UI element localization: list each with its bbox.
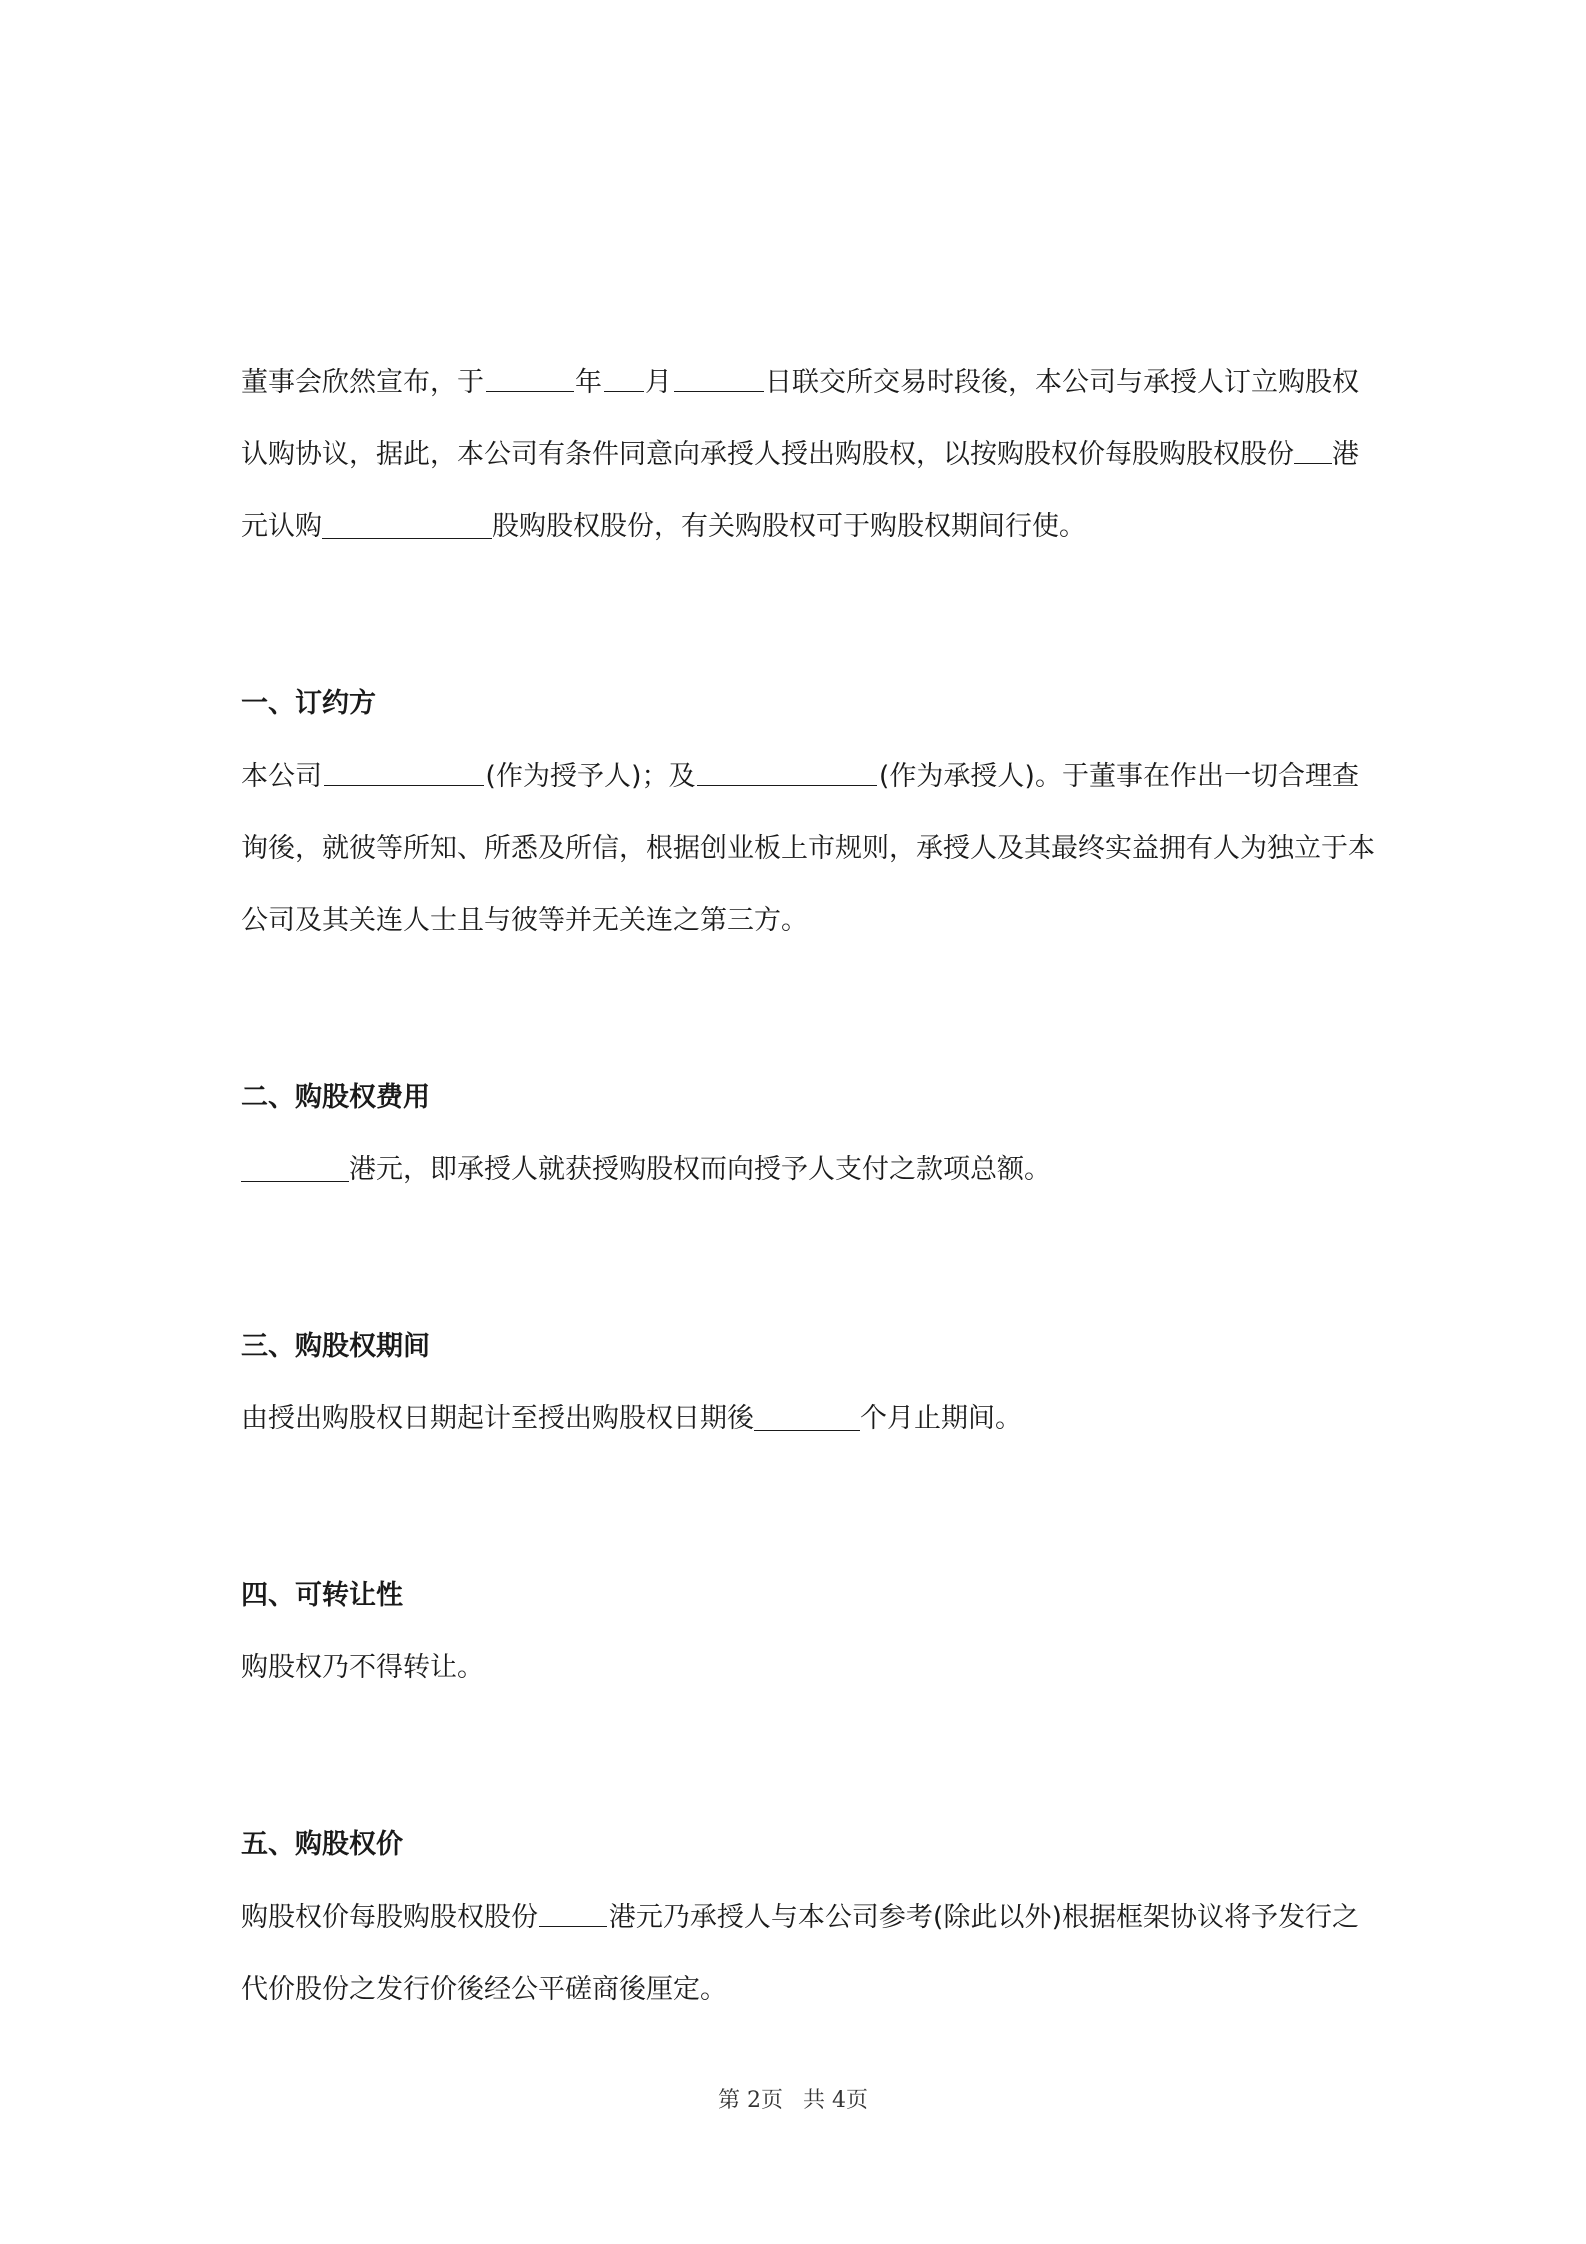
page-footer bbox=[0, 2083, 1586, 2114]
intro-text: 年 bbox=[575, 367, 602, 398]
section2-text: 港元，即承授人就获授购股权而向授予人支付之款项总额。 bbox=[349, 1154, 1051, 1185]
section-heading-option-fee: 二、购股权费用 bbox=[241, 1082, 430, 1113]
section5-text: 港元乃承授人与本公司参考(除此以外)根据框架协议将予发行之 bbox=[608, 1902, 1359, 1933]
section5-line-1 bbox=[241, 1898, 1359, 1938]
section-heading-option-period: 三、购股权期间 bbox=[241, 1331, 430, 1362]
section5-text: 购股权价每股购股权股份 bbox=[241, 1902, 538, 1933]
grantor-blank bbox=[324, 757, 484, 786]
intro-text: 港 bbox=[1332, 439, 1359, 470]
intro-text: 月 bbox=[645, 367, 672, 398]
intro-text: 董事会欣然宣布，于 bbox=[241, 367, 484, 398]
page-number: 第 2页 bbox=[718, 2088, 783, 2113]
intro-text: 股购股权股份，有关购股权可于购股权期间行使。 bbox=[492, 511, 1086, 542]
intro-line-1 bbox=[241, 363, 1359, 403]
year-blank bbox=[486, 363, 574, 392]
section-heading-option-price: 五、购股权价 bbox=[241, 1829, 403, 1860]
section1-line-2: 询後，就彼等所知、所悉及所信，根据创业板上市规则，承授人及其最终实益拥有人为独立于本 bbox=[241, 833, 1375, 864]
intro-text: 日联交所交易时段後，本公司与承授人订立购股权 bbox=[765, 367, 1359, 398]
section1-text: (作为承授人)。于董事在作出一切合理查 bbox=[878, 761, 1359, 792]
section3-text: 由授出购股权日期起计至授出购股权日期後 bbox=[241, 1403, 754, 1434]
section1-line-1 bbox=[241, 757, 1359, 797]
months-blank bbox=[754, 1402, 860, 1431]
section1-line-3: 公司及其关连人士且与彼等并无关连之第三方。 bbox=[241, 905, 808, 936]
section5-line-2: 代价股份之发行价後经公平磋商後厘定。 bbox=[241, 1974, 727, 2005]
intro-text: 认购协议，据此，本公司有条件同意向承授人授出购股权，以按购股权价每股购股权股份 bbox=[241, 439, 1294, 470]
day-blank bbox=[674, 363, 764, 392]
share-count-blank bbox=[322, 510, 492, 539]
section2-line-1 bbox=[241, 1150, 1051, 1190]
intro-line-2 bbox=[241, 435, 1359, 475]
month-blank bbox=[604, 363, 644, 392]
price-per-share-blank bbox=[1294, 435, 1332, 464]
section1-text: (作为授予人)；及 bbox=[485, 761, 696, 792]
section3-line-1 bbox=[241, 1399, 1022, 1439]
section1-text: 本公司 bbox=[241, 761, 322, 792]
section4-line-1: 购股权乃不得转让。 bbox=[241, 1652, 484, 1683]
page-total: 共 4页 bbox=[803, 2088, 868, 2113]
grantee-blank bbox=[697, 757, 877, 786]
intro-line-3 bbox=[241, 507, 1086, 547]
fee-amount-blank bbox=[241, 1153, 349, 1182]
section-heading-transferability: 四、可转让性 bbox=[241, 1580, 403, 1611]
intro-text: 元认购 bbox=[241, 511, 322, 542]
section-heading-parties: 一、订约方 bbox=[241, 688, 376, 719]
option-price-blank bbox=[539, 1898, 607, 1927]
section3-text: 个月止期间。 bbox=[860, 1403, 1022, 1434]
